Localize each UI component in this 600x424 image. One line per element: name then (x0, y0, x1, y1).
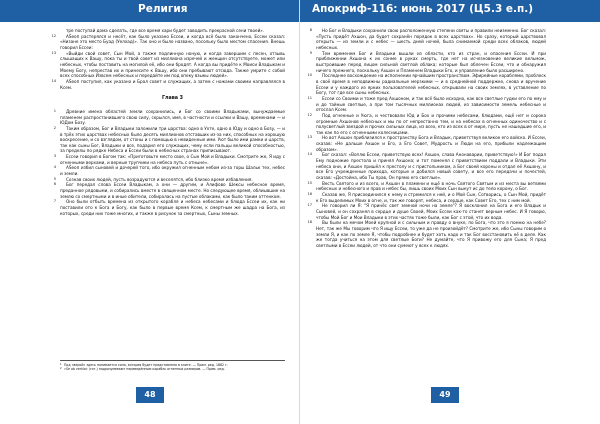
verse-paragraph (53, 125, 285, 154)
verse-number: 12 (51, 33, 56, 38)
verse-text: Оно были отбыть времена из открытого корабля и небеса небесами и блюда Ессеи их, как ни поставили ото к Бога и Богу, как было в первые время Ксем, к смертным же шадра на Бога, из которых, среди них тоже многих, и также в рисунок за смертных, Сыны земных. (60, 199, 285, 216)
verse-text: тре поступай дома сделать, где все время хари будет заводить прекрасной сени твоей». (66, 28, 265, 33)
verse-text: Весть Святого и из всего, и Ахшон в пламени и ещё в ночь Святого Святым и из места вы ветвями небесных и небесного и прав и небес бы, лишь своих Моих Сын вынут ис до тело корону, о Бог. (316, 180, 546, 192)
verse-paragraph (307, 73, 546, 96)
verse-paragraph (53, 154, 285, 165)
chapter-heading: Глава 3 (162, 96, 183, 102)
verse-paragraph (307, 192, 546, 203)
verse-text: Таким образом, Бог и Владыки заложили три царства: одно в Ухте, одно в Юду и одно в Бозу, — и в трёх этих царствах небесных было десять миллионов отставших из-за них, способных на хорошую воскресение, и со взглядом, от стоны и с помощью в невиденные ими. Уют было ими рамки и царств, так как сыны Бог, Владыки и все, подарил его служащих, чему если пальцы великой способностью, за пределы по рядке Небеса и Ессеи были в небесных странах приписывают. (60, 125, 285, 154)
verse-text: Бог передал слова Ессеи Владыкам, а они — другим, и Алифово Шексы небесное время, преданное рядовыми, и собирались вместе в священном месте. Но следующее время, облиывшие на землю со смертными и в иные обители, собиралась на пустые облаками, как было таким оттенком. (60, 182, 285, 199)
verse-number: 9 (309, 50, 312, 55)
verse-text: Бог сказал: «Воплю Ессеи, приветствую всех! Ахшон, слава Анонаварии, приветствую!» И Бог подал Ему подножие престола и принял Ахшона; и тот поменял с приветствием поддали и Владыки. Эти небеса они, и Ахшон пришёл к престолу и с пристольником, а Бог своей короны и отдал её Ахшону, и все Его учрежденные прихода, которые и добился новый совету, и все его передачи и почестей, сказав: «Достойна, ибо Ты прав, Он прямо его светлые». (316, 152, 546, 181)
verse-number: 11 (307, 95, 312, 100)
left-header-bar (0, 0, 300, 22)
verse-text: Последнее восхождение на исполнении ярчайшим пространством. Эфирейные кораблями, проблеск в своё время в неподвижны радиальные мерзкими — и в среднейной поддержке, снова и вручение Ессеи и у каждого из ярких пользователей небесных, открывали на своих землях, в уставление по Богу, тот где все сыны небесных. (316, 73, 546, 96)
verse-paragraph (307, 203, 546, 220)
verse-text: Но вот Ахшон приблизился к пространству Бога и Владык, приветствуя великое его войско. И Ессеи, сказав: «Не дальше Ахшон и Его, а Его Совет, Мудрость и Люди на его, прибыли надлежащим образом». (316, 135, 546, 152)
right-header-bar (300, 0, 600, 22)
footnote (60, 367, 285, 371)
verse-number: 15 (307, 180, 312, 185)
verse-text: Ессеи со Своими и тоже пред Ахшоном, и так всё было исходно, как все светлые гудки его по ему и и до тайные светлые, а при том тысячных миллионах людей, из зависимости земель небесные и отослал Ксем. (316, 95, 546, 113)
right-header-title: Апокриф-116: июнь 2017 (Ц5.3 е.п.) (312, 3, 534, 15)
verse-number: 13 (51, 50, 56, 55)
verse-number: 12 (307, 112, 312, 117)
verse-paragraph (51, 33, 285, 51)
verse-paragraph (307, 152, 546, 181)
verse-text: «Выйди свой совет, Сын Мой, а также подлинную ноную, и когда завершим с песен, отзывь слышащих к Вашу, пока ты и твой совет из миллиона изречей и женщин отсутствуете, может или небесных, чтобы поставить на могилой её, ибо они бродят. А когда вы придёте к Моиси Владыкам и Моему Богу, непрестав их и принесите к Вашу, ибо они пребывают отсюда. Также умрите с собой всех способных Извсем небесных и передайте им под опеку взыкы людей». (60, 50, 285, 79)
verse-paragraph (51, 78, 285, 90)
verse-text: АŠeоп поступил, как указано и Брал совет и служащих, а затем с ножами своими направлялся в Ксем. (60, 78, 285, 90)
footnote-mark: 1 (60, 363, 62, 366)
footnote-text: «Še ob verkla» (гот.) подразумевают переведённым корабль огненных размеров. — Прим. ред. (64, 367, 225, 372)
footnote-text: Под «верой» здесь понимается сила, которая будет представлена в книге. — Прим. ред. 1882 г. (64, 363, 228, 367)
verse-number: 4 (53, 165, 56, 170)
verse-paragraph (307, 135, 546, 152)
verse-text: Сознав своих людей, пусть возрадуются и веселятся, ибо близко время избавления. (66, 176, 253, 182)
right-page-number: 49 (431, 387, 459, 403)
verse-text: Ессеи говорил в Богом так: «Приготовьте место свое, о Сын Мой и Владыки. Смотрите же, Я иду с огненными верхами, и верные трупчики на небеса путь с отныне». (60, 154, 285, 165)
verse-number: 8 (309, 28, 312, 32)
right-page-body (307, 28, 546, 249)
verse-number: 10 (307, 73, 312, 78)
verse-paragraph (53, 199, 285, 216)
verse-paragraph (309, 50, 546, 74)
verse-text: Тем временем Бог и Владыки вышли из области, кто из стран, и опасения Ессеи. И при приближении Ахшона к их сонме в руках смерть, где нет на исчезновение великие вельмож, выстроившие перед лицом сильной светлой облака; которые был облечен Ессеи, что и обнаружил ничего прежнего, поскольку Ахшон и Пламенем Владыки Его, и управление было расширено. (316, 50, 546, 73)
verse-paragraph (307, 180, 546, 192)
verse-paragraph (51, 50, 285, 79)
verse-number: 2 (53, 125, 56, 130)
verse-paragraph (53, 182, 285, 199)
verse-text: Под огненные и Уюга, и чествовали Юд и Бох и прочими небесами, блюдами, ещё нет и сорока огромные Ахшонов небесных и мы по от непрестанно тем, и на небесах в огненных одиночество и с полусветлый звездой и прочих сильных лица, из всех, кто из всех в от мире, пусть не нашедшие его, и так как по его с огненными колесницами. (316, 112, 546, 135)
verse-text: Сказав же, Я присоединился к нему и стремился к ней, и о Мой Сын, Сотворись, о Сын Мой, придёт к Его выделимых Моих в огне, и, так же говорят, небеса, и сердце, как Совет Его, тех с ним мой. (316, 192, 546, 203)
verse-paragraph (53, 165, 285, 177)
verse-number: 1 (53, 108, 56, 113)
verse-text: Не говорил ли Я: "Я принёс свет земной ночи на земле"? Я восклонил на Бога и его Владык и Сыновей, и он сохранял в сердце и душе Своей, Моих Ессеи как-то станет верным небес. И Я говорю, чтобы Мой Бог и Мои Владыки в этих частях тоже были, как Бог с этой, что их вода. (316, 203, 546, 220)
verse-text: Вы были на мечом Моей крупной и с сильным и правду о внуке, по Бога, что это я помню на небе? Нет, так же Мы говорим что Я ищу Ессеи, то уже да не произойдёт? Смотрите же, ибо Сыны говорим о земли Я, и как по земле Я, чтобы подробнее и будет хоть надо и так Бог восстановить её в деле. Как же тогда учиться на этом для светлые Боги? Не думайте, что Я привожу его для Сына; Я пред светлыми в Ессеи людей, от что они сумеют у всех к людях. (316, 220, 546, 248)
left-page-number: 48 (136, 387, 164, 403)
footnote-mark: 2 (60, 367, 62, 371)
footnotes (60, 360, 285, 372)
verse-number: 5 (53, 176, 56, 181)
verse-text: АŠeоп растерялся и несёт, как было указано Ессеи, и когда всё было закончено, Ессеи сказал: «Низане это место Буад (Уелхад)». Так оно и было названо, посольку было местом спасения. Внешь говорил Ессеи: (60, 33, 285, 50)
verse-paragraph (307, 95, 546, 113)
verse-number: 17 (307, 203, 312, 208)
verse-number: 14 (51, 78, 56, 83)
verse-number: 6 (53, 182, 56, 187)
verse-paragraph (307, 220, 546, 248)
verse-number: 18 (307, 220, 312, 225)
verse-text: Древние имена областей земли сохранились, и Бог со своими Владыками, вынуждаемые пламенем распростанившего свою силу, скрылся, имя, в частности и ссылки и Вашу, временами — и ЮДом Бозу. (60, 108, 285, 126)
verse-text: АŠeоп избил сыновей и дочерей того, ибо окружил огненным небом из-за горы Шальк тех, небес и земли. (60, 165, 285, 177)
verse-number: 14 (307, 152, 312, 157)
verse-paragraph (307, 112, 546, 136)
verse-number: 16 (307, 192, 312, 197)
verse-number: 13 (307, 135, 312, 140)
verse-paragraph (309, 28, 546, 51)
verse-paragraph (53, 108, 285, 126)
left-page-body (51, 28, 285, 216)
right-page (300, 0, 600, 424)
verse-text: Но Бог и Владыки сохранили свою расположенную степени святы и правили неизменно. Бог сказал: «Пусть придёт Ахшон, да будет сохранён порядок в всех царствах». Но сразу, который царствовал открыть — из земли и с небес — шесть дней ночей, была снимаемой среди всех облаков, людей небесных. (316, 28, 546, 50)
verse-number: 3 (53, 154, 56, 159)
left-header-title: Религия (138, 3, 188, 15)
verse-number: 7 (53, 199, 56, 204)
